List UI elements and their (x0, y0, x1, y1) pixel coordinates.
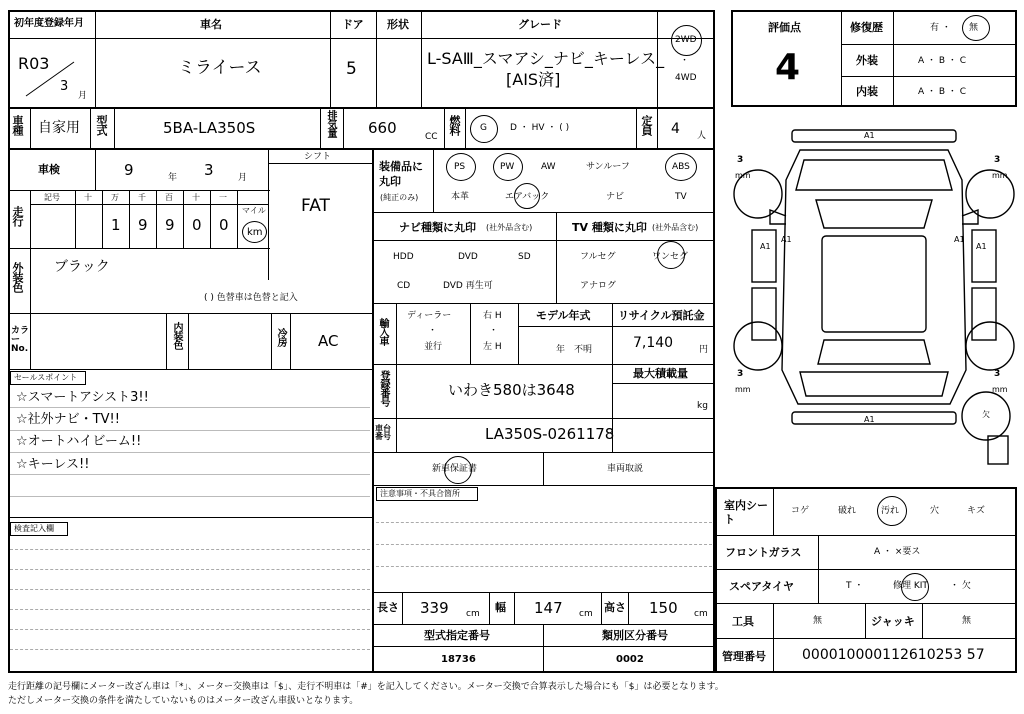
registration-label: 登録番号 (378, 370, 389, 406)
sales-label: セールスポイント (14, 373, 78, 382)
ac-value: AC (318, 332, 339, 350)
equip-abs: ABS (672, 162, 690, 172)
navi-dvd-play: DVD 再生可 (443, 281, 493, 291)
registration-value: いわき580は3648 (448, 381, 575, 399)
equip-tv: TV (675, 192, 687, 202)
sales-point-1: ☆スマートアシスト3!! (16, 390, 149, 405)
caution-label: 注意事項・不具合箇所 (380, 489, 460, 498)
mile-label: マイル (242, 206, 266, 215)
model-year-label: モデル年式 (536, 309, 591, 322)
mileage-head-6: 一 (219, 193, 227, 202)
reg-month: 3 (60, 79, 69, 94)
jack-value: 無 (962, 616, 972, 626)
recycle-label: リサイクル預託金 (618, 309, 705, 322)
mileage-head-5: 十 (192, 193, 200, 202)
tool-label: 工具 (732, 615, 754, 628)
shape-label: 形状 (387, 18, 409, 31)
tread-front-right: 3 (994, 155, 1001, 165)
mileage-head-3: 千 (138, 193, 146, 202)
mileage-sym-head: 記号 (44, 193, 60, 202)
equip-airbag: エアバック (505, 192, 550, 202)
height-value: 150 (649, 599, 678, 617)
sales-point-2: ☆社外ナビ・TV!! (16, 412, 120, 427)
navi-dvd: DVD (458, 252, 478, 262)
seat-label: 室内シート (724, 499, 768, 527)
km-label: km (247, 227, 263, 238)
sales-point-3: ☆オートハイビーム!! (16, 434, 142, 449)
diagram-a1-right-2: A1 (976, 242, 987, 251)
width-value: 147 (534, 599, 563, 617)
ac-label: 冷房 (275, 328, 286, 346)
navi-hdd: HDD (393, 252, 414, 262)
import-right: 右 H (483, 311, 502, 321)
name-label: 車名 (200, 18, 222, 31)
import-dot: ・ (428, 326, 438, 336)
color-label: 外装色 (11, 262, 24, 292)
car-name: ミライース (178, 58, 262, 78)
score-label: 評価点 (768, 21, 801, 34)
tread-rear-left-unit: mm (735, 385, 751, 394)
navi-sd: SD (518, 252, 531, 262)
car-type-value: 自家用 (38, 120, 80, 136)
recycle-unit: 円 (699, 345, 709, 355)
spare-kit: 修理 KIT (893, 581, 928, 591)
reg-month-unit: 月 (78, 91, 88, 101)
glass-value: A ・ ×要ス (874, 547, 921, 557)
repair-options: 有 ・ (930, 23, 951, 33)
model-label: 型式 (95, 115, 108, 135)
tread-front-left-unit: mm (735, 171, 751, 180)
equipment-sub: (純正のみ) (380, 193, 419, 202)
import-dot-2: ・ (489, 326, 499, 336)
mileage-head-1: 十 (84, 193, 92, 202)
equip-leather: 本革 (451, 192, 470, 202)
mileage-digit-3: 9 (165, 216, 175, 234)
spare-rest: ・ 欠 (950, 581, 971, 591)
interior-options: A ・ B ・ C (918, 87, 967, 97)
mileage-label: 走行 (11, 206, 24, 226)
warranty-label: 新車保証書 (432, 464, 478, 474)
capacity-unit: 人 (697, 131, 707, 141)
tv-fullseg: フルセグ (580, 252, 616, 262)
model-year-value: 年 不明 (556, 345, 593, 355)
mileage-head-2: 万 (111, 193, 119, 202)
repair-none: 無 (969, 23, 979, 33)
width-label: 幅 (495, 601, 506, 614)
import-parallel: 並行 (424, 342, 443, 352)
color-note: ( ) 色替車は色替と記入 (204, 293, 298, 303)
color-value: ブラック (54, 259, 110, 275)
footer-line-1: 走行距離の記号欄にメーター改ざん車は「*」、メーター交換車は「$」、走行不明車は「#」を記入してください。メーター交換で合算表示した場合にも「$」は必要となります。 (8, 682, 724, 692)
displacement-value: 660 (368, 119, 397, 137)
grade-label: グレード (518, 18, 562, 31)
displacement-label: 排気量 (325, 110, 336, 137)
navi-cd: CD (397, 281, 411, 291)
fuel-g: G (480, 123, 487, 133)
model-value: 5BA-LA350S (163, 119, 256, 137)
glass-label: フロントガラス (725, 546, 802, 559)
equipment-label: 装備品に丸印 (379, 160, 423, 189)
inspection-month-unit: 月 (238, 173, 248, 183)
inspect-label: 検査記入欄 (14, 524, 54, 533)
footer-line-2: ただしメーター交換の条件を満たしていないものはメーター改ざん車扱いとなります。 (8, 696, 359, 706)
grade: L-SAⅢ_スマアシ_ナビ_キーレス_ (427, 49, 665, 68)
chassis-label: 車台番号 (375, 424, 391, 441)
sales-point-4: ☆キーレス!! (16, 457, 90, 472)
import-dealer: ディーラー (407, 311, 452, 321)
diagram-a1-bottom: A1 (864, 415, 875, 424)
tread-rear-right-unit: mm (992, 385, 1008, 394)
tv-oneseg: ワンセグ (652, 252, 689, 262)
equip-navi: ナビ (606, 192, 625, 202)
mileage-digit-1: 1 (111, 216, 121, 234)
type-number-label: 型式指定番号 (424, 629, 490, 642)
import-label: 輸入車 (377, 318, 388, 345)
mileage-head-4: 百 (165, 193, 173, 202)
inspection-year-unit: 年 (168, 173, 178, 183)
exterior-options: A ・ B ・ C (918, 56, 967, 66)
doors: 5 (346, 59, 357, 79)
mgmt-value: 000010000112610253 57 (802, 647, 985, 663)
inspection-month: 3 (204, 161, 214, 179)
drive-dot: ・ (680, 56, 690, 66)
diagram-a1-top: A1 (864, 131, 875, 140)
jack-label: ジャッキ (871, 615, 915, 628)
manual-label: 車両取説 (607, 464, 644, 474)
displacement-unit: CC (425, 132, 438, 142)
tread-front-left: 3 (737, 155, 744, 165)
spare-t: T ・ (846, 581, 864, 591)
mileage-digit-5: 0 (219, 216, 229, 234)
tv-analog: アナログ (580, 281, 617, 291)
capacity-value: 4 (671, 121, 680, 137)
tv-label: TV 種類に丸印 (572, 221, 647, 234)
seat-tear: 破れ (838, 506, 857, 516)
equip-pw: PW (500, 162, 515, 172)
mgmt-label: 管理番号 (722, 650, 766, 663)
load-unit: kg (697, 401, 708, 411)
equip-aw: AW (541, 162, 556, 172)
navi-label: ナビ種類に丸印 (399, 221, 476, 234)
grade-2: [AIS済] (506, 70, 561, 89)
seat-scorch: コゲ (791, 506, 810, 516)
tread-rear-right: 3 (994, 369, 1001, 379)
width-unit: cm (579, 609, 593, 619)
equip-ps: PS (454, 162, 466, 172)
diagram-a1-left-2: A1 (760, 242, 771, 251)
height-unit: cm (694, 609, 708, 619)
mileage-digit-4: 0 (192, 216, 202, 234)
navi-sub: (社外品含む) (486, 223, 533, 232)
height-label: 高さ (604, 601, 626, 614)
diagram-a1-right-1: A1 (954, 235, 965, 244)
reg-slash (22, 56, 82, 100)
exterior-label: 外装 (856, 54, 878, 67)
fuel-label: 燃料 (448, 115, 461, 135)
spare-label: スペアタイヤ (729, 580, 795, 593)
length-value: 339 (420, 599, 449, 617)
seat-hole: 穴 (930, 506, 940, 516)
diagram-a1-left-1: A1 (781, 235, 792, 244)
tread-rear-left: 3 (737, 369, 744, 379)
tread-front-right-unit: mm (992, 171, 1008, 180)
length-label: 長さ (377, 601, 399, 614)
tv-sub: (社外品含む) (652, 223, 699, 232)
equip-sunroof: サンルーフ (586, 162, 630, 172)
type-number-value: 18736 (441, 654, 476, 665)
color-no-label: カラーNo. (11, 326, 30, 354)
inspection-year: 9 (124, 161, 134, 179)
inspection-label: 車検 (38, 163, 60, 176)
shift-value: FAT (301, 196, 330, 216)
seat-scratch: キズ (967, 506, 985, 516)
mileage-digit-2: 9 (138, 216, 148, 234)
chassis-value: LA350S-0261178 (485, 425, 615, 443)
seat-stain: 汚れ (881, 506, 900, 516)
car-diagram (730, 120, 1018, 480)
reg-era: R03 (18, 54, 50, 73)
drive-2wd: 2WD (675, 35, 697, 45)
repair-label: 修復歴 (850, 21, 883, 34)
car-type-label: 車種 (11, 115, 24, 135)
shift-label: シフト (304, 152, 332, 162)
reg-label: 初年度登録年月 (14, 18, 84, 29)
class-number-label: 類別区分番号 (602, 629, 668, 642)
recycle-value: 7,140 (633, 335, 674, 351)
load-label: 最大積載量 (633, 367, 688, 380)
spare-lack: 欠 (982, 410, 990, 419)
drive-4wd: 4WD (675, 73, 697, 83)
fuel-options: D ・ HV ・ ( ) (510, 123, 570, 133)
door-label: ドア (342, 18, 364, 31)
tool-value: 無 (813, 616, 823, 626)
import-left: 左 H (483, 342, 502, 352)
length-unit: cm (466, 609, 480, 619)
class-number-value: 0002 (616, 654, 644, 665)
capacity-label: 定員 (640, 115, 653, 135)
interior-color-label: 内装色 (171, 322, 182, 349)
interior-label: 内装 (856, 85, 878, 98)
score-value: 4 (775, 47, 801, 88)
